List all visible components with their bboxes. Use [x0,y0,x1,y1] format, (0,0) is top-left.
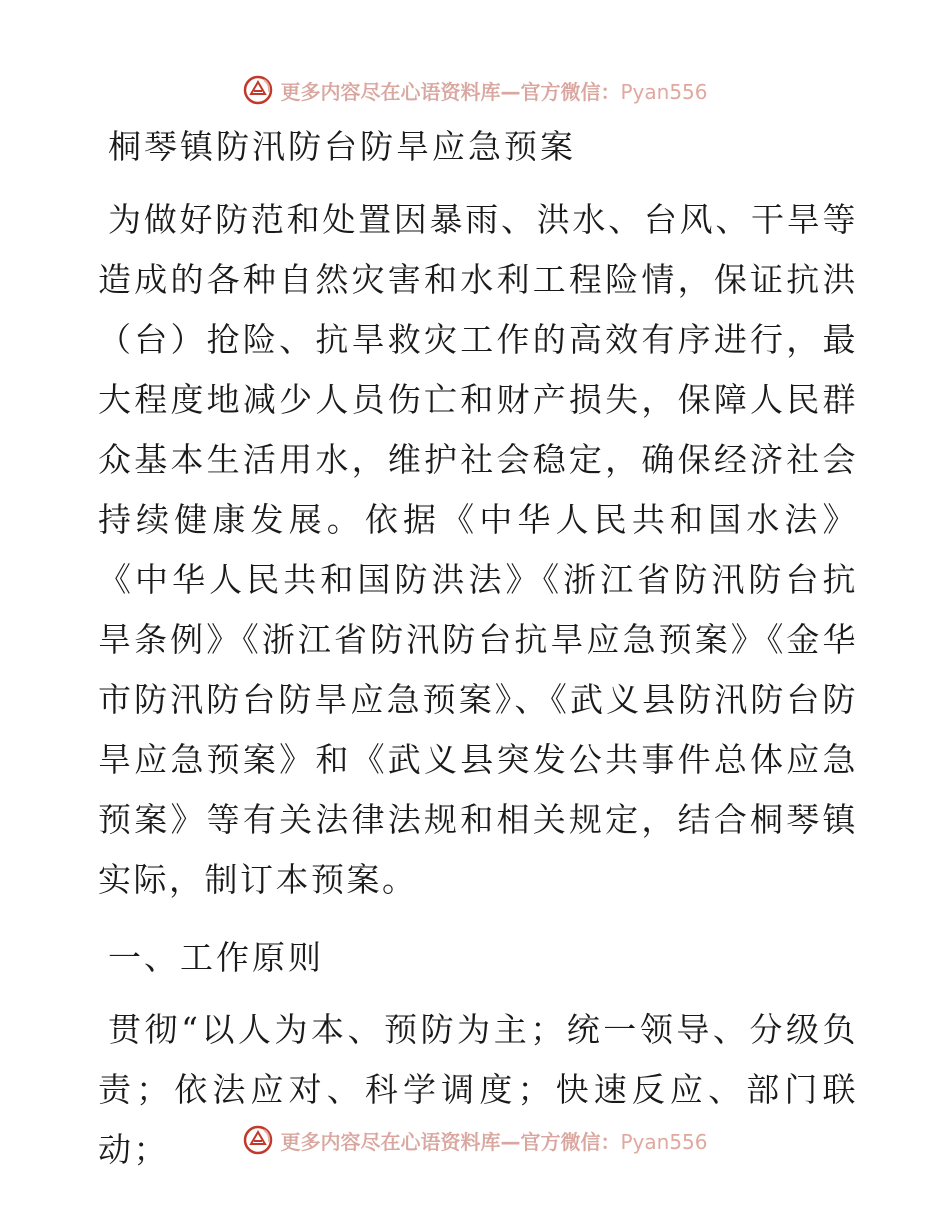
intro-paragraph: 为做好防范和处置因暴雨、洪水、台风、干旱等造成的各种自然灾害和水利工程险情，保证抗洪（台）抢险、抗旱救灾工作的高效有序进行，最大程度地减少人员伤亡和财产损失，保障人民群众基本生活用水，维护社会稳定，确保经济社会持续健康发展。依据《中华人民共和国水法》《中华人民共和国防洪法》《浙江省防汛防台抗旱条例》《浙江省防汛防台抗旱应急预案》《金华市防汛防台防旱应急预案》、《武义县防汛防台防旱应急预案》和《武义县突发公共事件总体应急预案》等有关法律法规和相关规定，结合桐琴镇实际，制订本预案。 [98,200,858,899]
principles-paragraph: 贯彻“以人为本、预防为主；统一领导、分级负责；依法应对、科学调度；快速反应、部门联动； [98,1010,858,1169]
seal-logo-icon [242,74,274,106]
seal-logo-icon [242,1124,274,1156]
watermark-header [0,70,950,110]
section-heading-principles: 一、工作原则 [108,938,324,977]
watermark-footer [0,1120,950,1160]
document-title: 桐琴镇防汛防台防旱应急预案 [108,127,576,166]
watermark-text: 更多内容尽在心语资料库—官方微信：Pyan556 [280,79,708,104]
document-body [98,124,858,1180]
watermark-text: 更多内容尽在心语资料库—官方微信：Pyan556 [280,1129,708,1154]
